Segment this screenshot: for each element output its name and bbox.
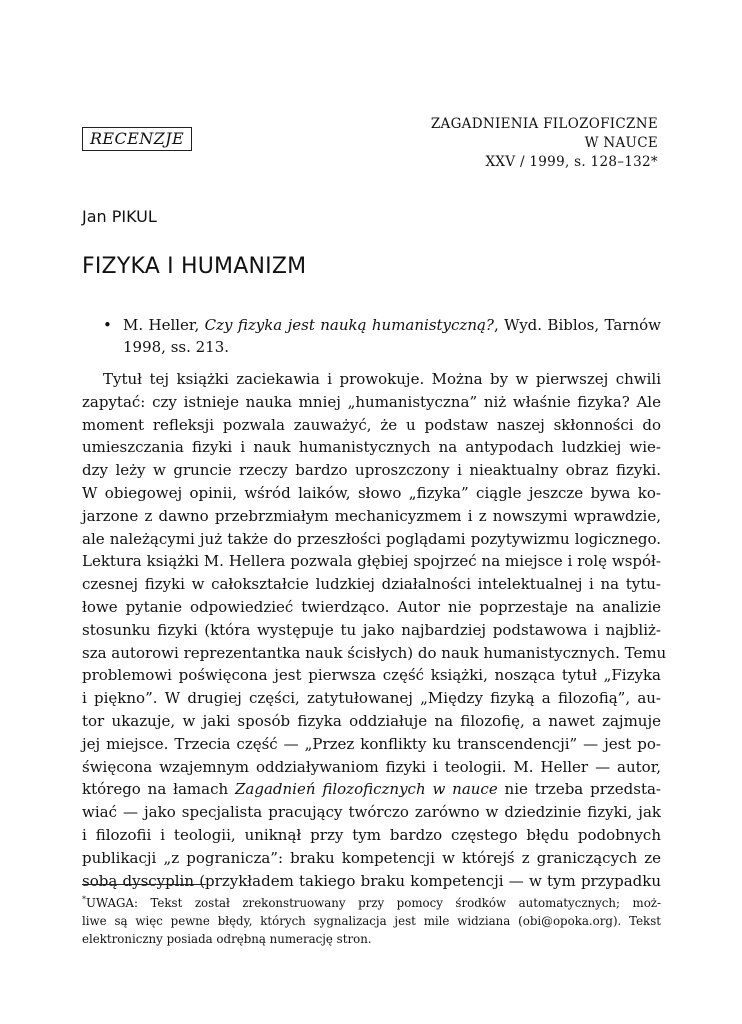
body-line-17: jej miejsce. Trzecia część — „Przez konflikty ku transcendencji” — jest po-: [82, 734, 661, 753]
body-line-10: czesnej fizyki w całokształcie ludzkiej działalności intelektualnej i na tytu-: [82, 575, 661, 594]
journal-title-line: ZAGADNIENIA FILOZOFICZNE: [430, 116, 658, 132]
body-line-12: stosunku fizyki (która występuje tu jako najbardziej podstawowa i najbliż-: [82, 620, 661, 639]
reference-text: [123, 314, 661, 358]
body-line-18: święcona wzajemnym oddziaływaniom fizyki i teologii. M. Heller — autor,: [82, 757, 661, 776]
italic-title-fragment: Czy fizyka jest nauką humanistyczną?: [204, 316, 494, 334]
footnote: [82, 891, 661, 948]
body-line-16: tor ukazuje, w jaki sposób fizyka oddziałuje na filozofię, a nawet zajmuje: [82, 711, 661, 730]
body-line-13: sza autorowi reprezentantka nauk ścisłych) do nauk humanistycznych. Temu: [82, 643, 667, 662]
article-title: FIZYKA I HUMANIZM: [82, 254, 307, 279]
body-line-19: którego na łamach Zagadnień filozoficznych w nauce nie trzeba przedsta-: [82, 780, 661, 799]
article-author: Jan PIKUL: [82, 207, 157, 226]
review-body: [82, 368, 667, 892]
body-line-2: zapytać: czy istnieje nauka mniej „humanistyczna” niż właśnie fizyka? Ale: [82, 392, 661, 411]
body-line-23: sobą dyscyplin (przykładem takiego braku kompetencji — w tym przypadku: [82, 871, 661, 890]
body-line-9: Lektura książki M. Hellera pozwala głębiej spojrzeć na miejsce i rolę współ-: [82, 552, 661, 571]
journal-volume-line: XXV / 1999, s. 128–132*: [485, 154, 658, 170]
italic-title-fragment: Zagadnień filozoficznych w nauce: [235, 780, 498, 799]
body-line-1: Tytuł tej książki zaciekawia i prowokuje. Można by w pierwszej chwili: [103, 370, 661, 388]
body-line-7: jarzone z dawno przebrzmiałym mechanicyzmem i z nowszymi wprawdzie,: [82, 506, 661, 525]
body-line-4: umieszczania fizyki i nauk humanistycznych na antypodach ludzkiej wie-: [82, 438, 661, 457]
body-line-22: publikacji „z pogranicza”: braku kompetencji w którejś z graniczących ze: [82, 848, 661, 867]
footnote-divider: [82, 884, 206, 885]
journal-subtitle-line: W NAUCE: [584, 135, 658, 151]
body-line-21: i filozofii i teologii, uniknął przy tym bardzo częstego błędu podobnych: [82, 825, 661, 844]
body-line-20: wiać — jako specjalista pracujący twórczo zarówno w dziedzinie fizyki, jak: [82, 803, 661, 822]
body-line-11: łowe pytanie odpowiedzieć twierdząco. Autor nie poprzestaje na analizie: [82, 597, 661, 616]
reference-line-2: 1998, ss. 213.: [123, 338, 230, 356]
journal-header: [431, 115, 658, 172]
footnote-line-2: liwe są więc pewne błędy, których sygnalizacja jest mile widziana (obi@opoka.org). Tekst: [82, 913, 661, 928]
footnote-line-1: *UWAGA: Tekst został zrekonstruowany przy pomocy środków automatycznych; moż-: [82, 895, 661, 910]
book-reference: [103, 314, 661, 358]
body-line-15: i piękno”. W drugiej części, zatytułowanej „Między fizyką a filozofią”, au-: [82, 689, 661, 708]
reference-line-1: M. Heller, Czy fizyka jest nauką humanistyczną?, Wyd. Biblos, Tarnów: [123, 316, 661, 334]
footnote-line-3: elektroniczny posiada odrębną numerację stron.: [82, 931, 372, 946]
body-line-8: ale należącymi już także do przeszłości poglądami pozytywizmu logicznego.: [82, 529, 661, 548]
footnote-marker: *: [82, 895, 86, 904]
reference-bullet: •: [103, 316, 112, 334]
section-label: RECENZJE: [82, 127, 192, 151]
body-line-3: moment refleksji pozwala zauważyć, że u podstaw naszej skłonności do: [82, 415, 661, 434]
body-line-5: dzy leży w gruncie rzeczy bardzo uproszczony i nieaktualny obraz fizyki.: [82, 461, 661, 480]
body-line-6: W obiegowej opinii, wśród laików, słowo „fizyka” ciągle jeszcze bywa ko-: [82, 483, 661, 502]
body-line-14: problemowi poświęcona jest pierwsza część książki, nosząca tytuł „Fizyka: [82, 666, 661, 685]
